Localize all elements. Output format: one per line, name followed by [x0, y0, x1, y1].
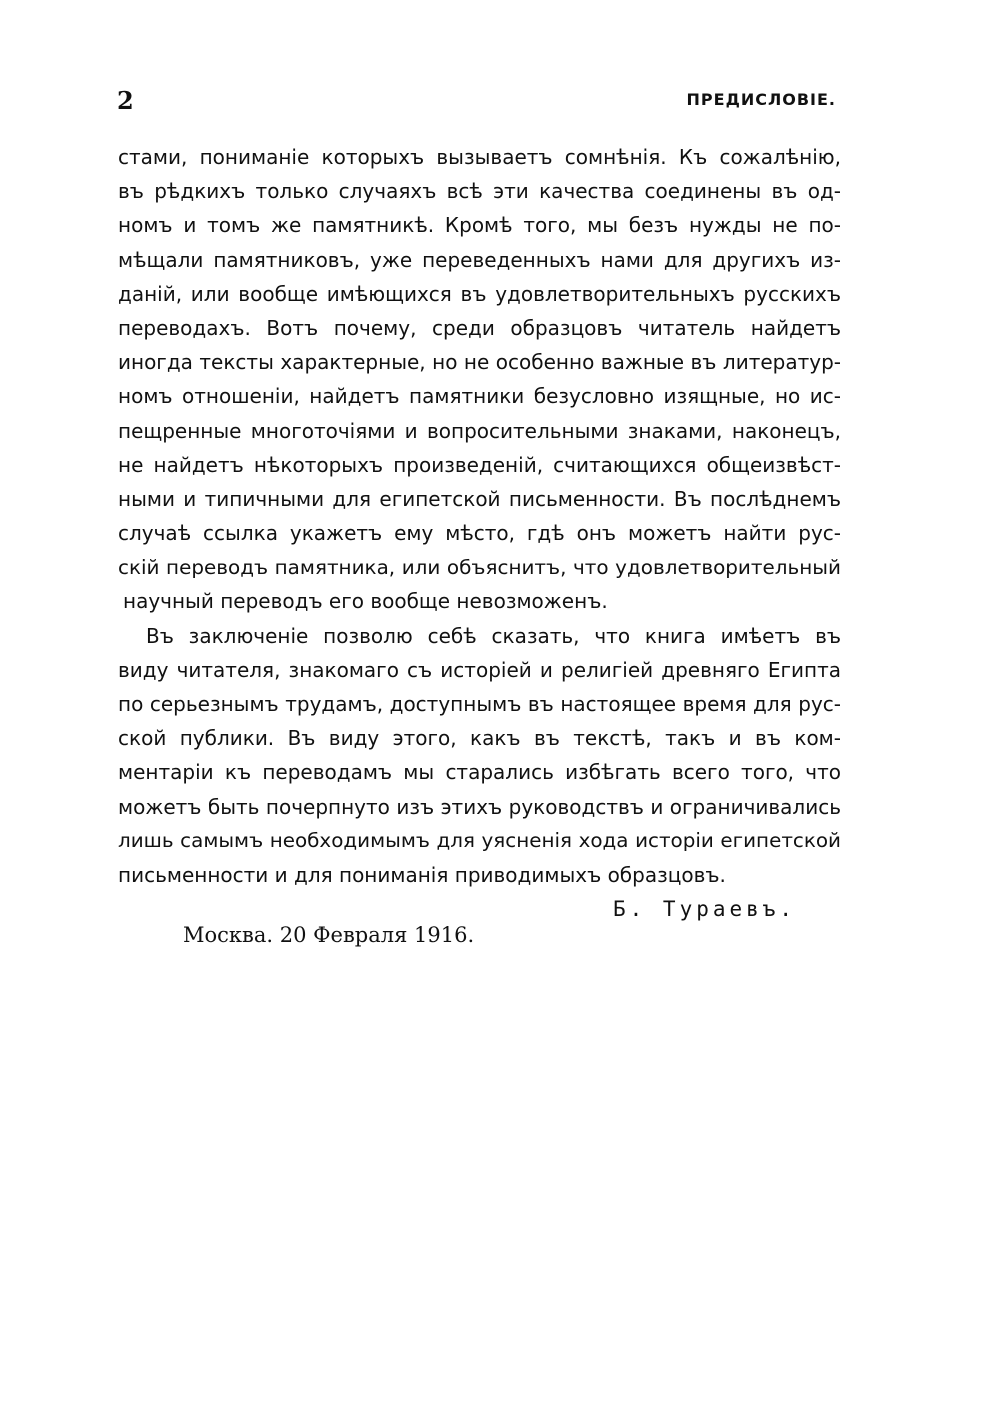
text-line: номъ отношеніи, найдетъ памятники безусловно изящные, но ис- [118, 384, 841, 409]
text-line: скій переводъ памятника, или объяснитъ, что удовлетворительный [118, 555, 841, 580]
text-line: Въ заключеніе позволю себѣ сказать, что книга имѣетъ въ [146, 623, 841, 648]
text-line: номъ и томъ же памятникѣ. Кромѣ того, мы безъ нужды не по- [118, 213, 841, 238]
place-date: Москва. 20 Февраля 1916. [183, 923, 475, 947]
page-number: 2 [117, 86, 134, 115]
text-line: ментаріи къ переводамъ мы старались избѣгать всего того, что [118, 760, 841, 785]
text-line: случаѣ ссылка укажетъ ему мѣсто, гдѣ онъ можетъ найти рус- [118, 521, 841, 546]
text-line: научный переводъ его вообще невозможенъ. [123, 589, 608, 614]
text-line: ными и типичными для египетской письменности. Въ послѣднемъ [118, 486, 841, 511]
text-line: письменности и для пониманія приводимыхъ образцовъ. [118, 862, 726, 887]
text-line: иногда тексты характерные, но не особенно важные въ литератур- [118, 350, 841, 375]
author-signature: Б. Тураевъ. [613, 897, 797, 921]
text-line: мѣщали памятниковъ, уже переведенныхъ нами для другихъ из- [118, 247, 841, 272]
text-line: даній, или вообще имѣющихся въ удовлетворительныхъ русскихъ [118, 281, 841, 306]
text-line: пещренные многоточіями и вопросительными знаками, наконецъ, [118, 418, 841, 443]
body-text [118, 140, 841, 892]
text-line: виду читателя, знакомаго съ исторіей и религіей древняго Египта [118, 657, 841, 682]
text-line: переводахъ. Вотъ почему, среди образцовъ читатель найдетъ [118, 315, 841, 340]
running-title: ПРЕДИСЛОВІЕ. [686, 90, 836, 109]
text-line: лишь самымъ необходимымъ для уясненія хода исторіи египетской [118, 828, 841, 852]
text-line: по серьезнымъ трудамъ, доступнымъ въ настоящее время для рус- [118, 692, 841, 716]
text-line: можетъ быть почерпнуто изъ этихъ руководствъ и ограничивались [118, 794, 841, 819]
text-line: не найдетъ нѣкоторыхъ произведеній, считающихся общеизвѣст- [118, 452, 841, 477]
text-line: ской публики. Въ виду этого, какъ въ текстѣ, такъ и въ ком- [118, 726, 841, 751]
text-line: въ рѣдкихъ только случаяхъ всѣ эти качества соединены въ од- [118, 179, 841, 204]
text-line: стами, пониманіе которыхъ вызываетъ сомнѣнія. Къ сожалѣнію, [118, 145, 841, 169]
